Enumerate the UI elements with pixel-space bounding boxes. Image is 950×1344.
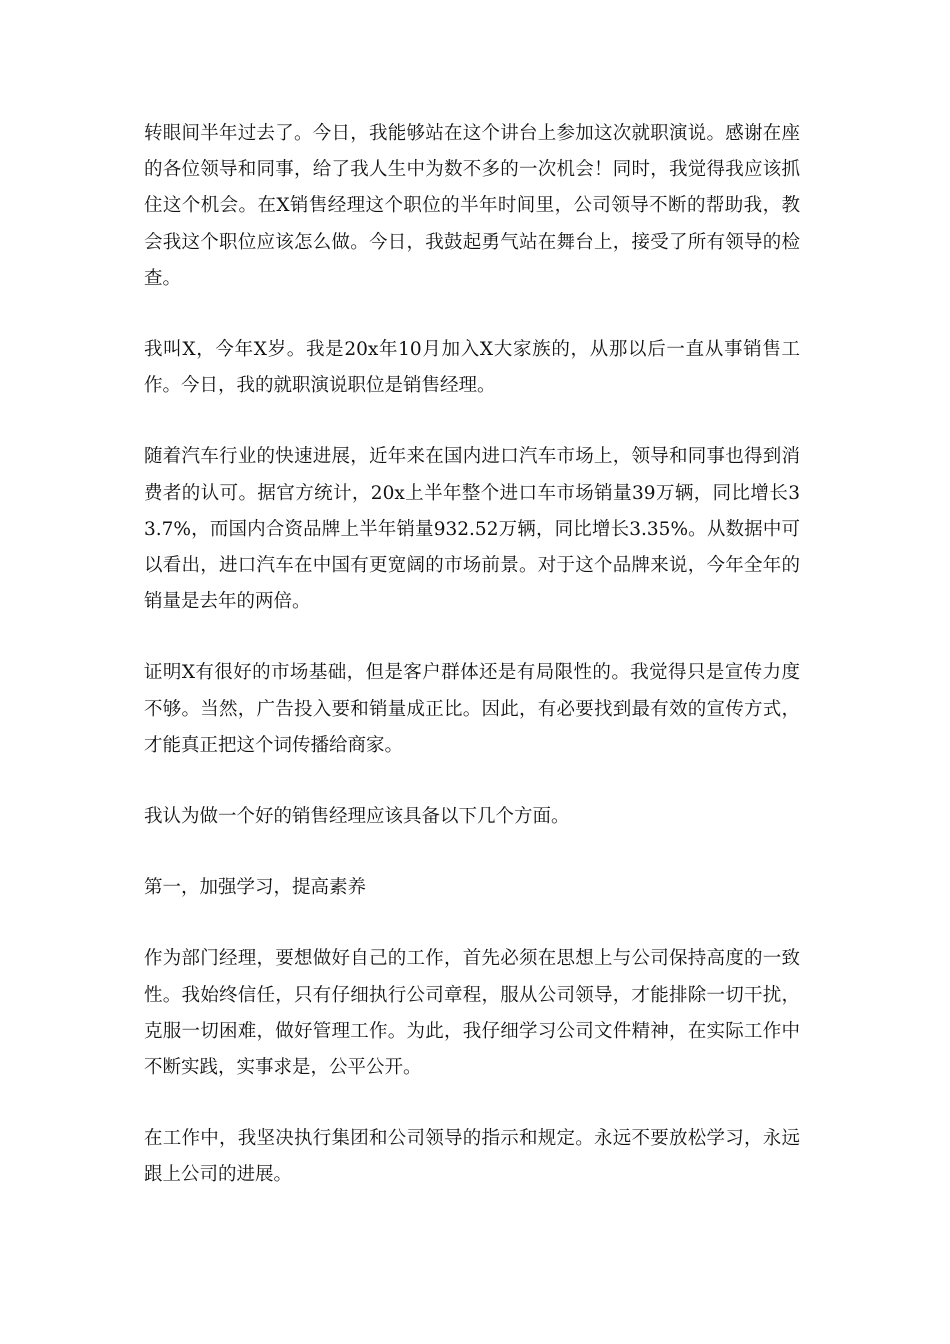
paragraph-market-analysis: 证明X有很好的市场基础，但是客户群体还是有局限性的。我觉得只是宣传力度不够。当然，广告投入要和销量成正比。因此，有必要找到最有效的宣传方式，才能真正把这个词传播给商家。 <box>144 662 800 756</box>
paragraph-work-commitment: 在工作中，我坚决执行集团和公司领导的指示和规定。永远不要放松学习，永远跟上公司的进展。 <box>144 1128 800 1186</box>
paragraph-market-background: 随着汽车行业的快速进展，近年来在国内进口汽车市场上，领导和同事也得到消费者的认可。据官方统计，20x上半年整个进口车市场销量39万辆，同比增长33.7%，而国内合资品牌上半年销量932.52万辆，同比增长3.35%。从数据中可以看出，进口汽车在中国有更宽阔的市场前景。对于这个品牌来说，今年全年的销量是去年的两倍。 <box>144 446 800 613</box>
paragraph-self-introduction: 我叫X，今年X岁。我是20x年10月加入X大家族的，从那以后一直从事销售工作。今日，我的就职演说职位是销售经理。 <box>144 339 800 397</box>
paragraph-intro: 转眼间半年过去了。今日，我能够站在这个讲台上参加这次就职演说。感谢在座的各位领导和同事，给了我人生中为数不多的一次机会！同时，我觉得我应该抓住这个机会。在X销售经理这个职位的半年时间里，公司领导不断的帮助我，教会我这个职位应该怎么做。今日，我鼓起勇气站在舞台上，接受了所有领导的检查。 <box>144 123 800 289</box>
paragraph-manager-role: 作为部门经理，要想做好自己的工作，首先必须在思想上与公司保持高度的一致性。我始终信任，只有仔细执行公司章程，服从公司领导，才能排除一切干扰，克服一切困难，做好管理工作。为此，我仔细学习公司文件精神，在实际工作中不断实践，实事求是，公平公开。 <box>144 948 800 1079</box>
document-body <box>144 116 800 1229</box>
paragraph-qualities-intro: 我认为做一个好的销售经理应该具备以下几个方面。 <box>144 806 570 828</box>
section-heading-first: 第一，加强学习，提高素养 <box>144 877 367 899</box>
